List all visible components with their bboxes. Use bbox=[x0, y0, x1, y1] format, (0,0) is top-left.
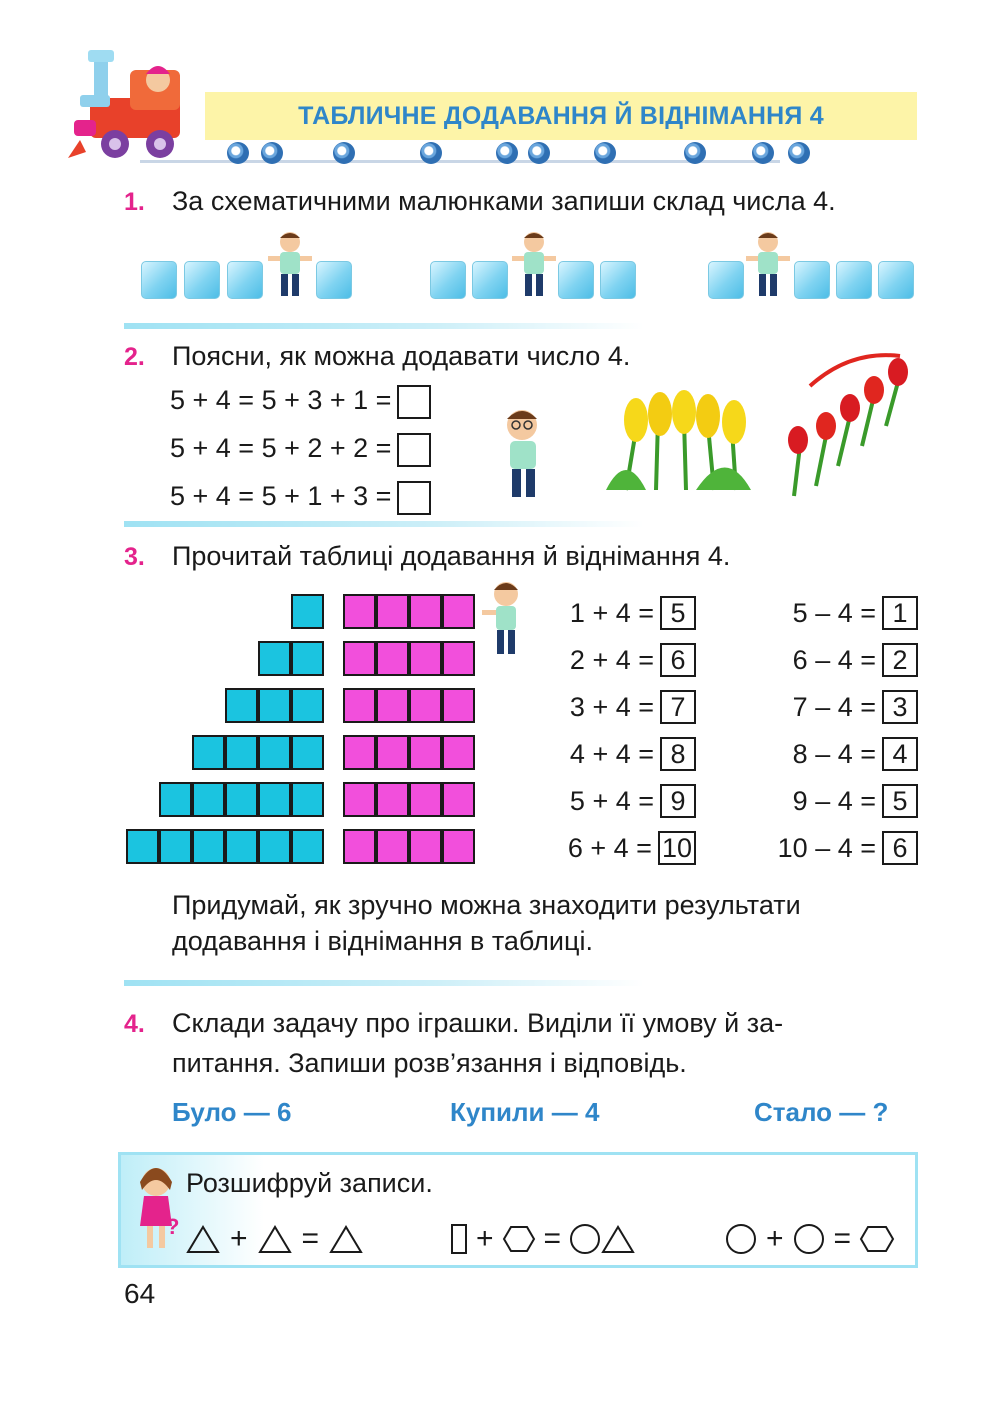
result-box: 1 bbox=[882, 596, 918, 630]
rail-bead bbox=[752, 142, 774, 164]
cyan-square bbox=[192, 735, 225, 770]
ice-cube bbox=[430, 261, 466, 299]
cyan-square bbox=[159, 782, 192, 817]
subtraction-row bbox=[793, 690, 918, 724]
result-box: 6 bbox=[882, 831, 918, 865]
cyan-square bbox=[159, 829, 192, 864]
equation-text: 5 + 4 = 5 + 2 + 2 = bbox=[170, 433, 392, 464]
expression: 6 + 4 = bbox=[567, 833, 652, 863]
expression: 8 – 4 = bbox=[792, 739, 876, 769]
equals-sign: = bbox=[833, 1222, 852, 1255]
answer-box[interactable] bbox=[397, 385, 431, 419]
yellow-tulips-illustration bbox=[596, 390, 756, 494]
ice-cube bbox=[227, 261, 263, 299]
result-box: 4 bbox=[882, 737, 918, 771]
rail-bead bbox=[420, 142, 442, 164]
equals-sign: = bbox=[301, 1222, 320, 1255]
triangle-icon bbox=[186, 1224, 220, 1254]
magenta-square bbox=[409, 594, 442, 629]
cyan-square bbox=[258, 829, 291, 864]
page-number: 64 bbox=[124, 1278, 156, 1309]
subtraction-row bbox=[793, 596, 918, 630]
equation-row bbox=[170, 433, 431, 467]
ice-cube bbox=[794, 261, 830, 299]
boy-illustration bbox=[266, 228, 314, 300]
result-box: 7 bbox=[660, 690, 696, 724]
cyan-square bbox=[291, 641, 324, 676]
answer-box[interactable] bbox=[397, 481, 431, 515]
result-box: 10 bbox=[658, 831, 696, 865]
rectangle-icon bbox=[450, 1223, 468, 1255]
magenta-square bbox=[409, 735, 442, 770]
train-illustration bbox=[60, 40, 210, 170]
expression: 1 + 4 = bbox=[569, 598, 654, 628]
magenta-square bbox=[343, 594, 376, 629]
addition-row bbox=[570, 596, 696, 630]
circle-icon bbox=[792, 1222, 826, 1256]
ice-cube bbox=[316, 261, 352, 299]
result-box: 9 bbox=[660, 784, 696, 818]
cyan-square bbox=[291, 594, 324, 629]
equals-sign: = bbox=[543, 1222, 562, 1255]
subtraction-row bbox=[793, 643, 918, 677]
expression: 7 – 4 = bbox=[792, 692, 876, 722]
task-number: 1. bbox=[124, 188, 145, 216]
result-box: 5 bbox=[660, 596, 696, 630]
ice-cube bbox=[878, 261, 914, 299]
triangle-icon bbox=[258, 1224, 292, 1254]
rail-bead bbox=[594, 142, 616, 164]
addition-row bbox=[570, 690, 696, 724]
subtraction-row bbox=[793, 737, 918, 771]
section-separator bbox=[124, 521, 644, 527]
expression: 4 + 4 = bbox=[569, 739, 654, 769]
rail-bead bbox=[684, 142, 706, 164]
equation-row bbox=[170, 481, 431, 515]
triangle-icon bbox=[329, 1224, 363, 1254]
subtraction-row bbox=[778, 831, 918, 865]
result-box: 2 bbox=[882, 643, 918, 677]
ice-cube bbox=[708, 261, 744, 299]
cyan-square bbox=[291, 782, 324, 817]
rail-bead bbox=[528, 142, 550, 164]
expression: 3 + 4 = bbox=[569, 692, 654, 722]
ice-cube bbox=[472, 261, 508, 299]
magenta-square bbox=[409, 782, 442, 817]
addition-row bbox=[570, 784, 696, 818]
task3-note-line2: додавання і віднімання в таблиці. bbox=[172, 926, 593, 956]
section-separator bbox=[124, 323, 644, 329]
magenta-square bbox=[442, 594, 475, 629]
cyan-square bbox=[291, 735, 324, 770]
page-title: ТАБЛИЧНЕ ДОДАВАННЯ Й ВІДНІМАННЯ 4 bbox=[298, 102, 824, 130]
cyan-square bbox=[258, 688, 291, 723]
magenta-square bbox=[376, 829, 409, 864]
cyan-square bbox=[192, 829, 225, 864]
magenta-square bbox=[442, 688, 475, 723]
magenta-square bbox=[409, 829, 442, 864]
fact-bought: Купили — 4 bbox=[450, 1097, 600, 1127]
cyan-square bbox=[291, 688, 324, 723]
thinking-boy-illustration bbox=[496, 405, 552, 501]
rail-bead bbox=[333, 142, 355, 164]
magenta-square bbox=[442, 829, 475, 864]
cyan-square bbox=[225, 829, 258, 864]
magenta-square bbox=[442, 735, 475, 770]
cyan-square bbox=[258, 641, 291, 676]
magenta-square bbox=[343, 782, 376, 817]
magenta-square bbox=[376, 688, 409, 723]
magenta-square bbox=[442, 641, 475, 676]
result-box: 6 bbox=[660, 643, 696, 677]
result-box: 5 bbox=[882, 784, 918, 818]
circle-icon bbox=[724, 1222, 758, 1256]
addition-row bbox=[570, 737, 696, 771]
task-text: Поясни, як можна додавати число 4. bbox=[172, 341, 631, 371]
cyan-square bbox=[291, 829, 324, 864]
equation-text: 5 + 4 = 5 + 3 + 1 = bbox=[170, 385, 392, 416]
ice-cube bbox=[141, 261, 177, 299]
answer-box[interactable] bbox=[397, 433, 431, 467]
magenta-square bbox=[409, 641, 442, 676]
svg-text:?: ? bbox=[166, 1214, 180, 1239]
magenta-square bbox=[343, 829, 376, 864]
magenta-square bbox=[376, 641, 409, 676]
puzzle-title: Розшифруй записи. bbox=[186, 1168, 433, 1198]
task-number: 2. bbox=[124, 343, 145, 371]
pointing-boy-illustration bbox=[478, 578, 528, 658]
fact-became: Стало — ? bbox=[754, 1097, 889, 1127]
magenta-square bbox=[376, 594, 409, 629]
circle-icon bbox=[569, 1223, 601, 1255]
magenta-square bbox=[376, 735, 409, 770]
magenta-square bbox=[343, 641, 376, 676]
fact-had: Було — 6 bbox=[172, 1097, 292, 1127]
cyan-square bbox=[225, 688, 258, 723]
plus-sign: + bbox=[766, 1222, 784, 1255]
expression: 10 – 4 = bbox=[777, 833, 876, 863]
ice-cube bbox=[600, 261, 636, 299]
hexagon-icon bbox=[859, 1224, 895, 1254]
hexagon-icon bbox=[502, 1224, 536, 1254]
plus-sign: + bbox=[230, 1222, 248, 1255]
magenta-square bbox=[376, 782, 409, 817]
ice-cube bbox=[184, 261, 220, 299]
puzzle-equation-2 bbox=[450, 1222, 635, 1256]
magenta-square bbox=[442, 782, 475, 817]
expression: 2 + 4 = bbox=[569, 645, 654, 675]
plus-sign: + bbox=[476, 1222, 494, 1255]
cyan-square bbox=[258, 782, 291, 817]
ice-cube bbox=[558, 261, 594, 299]
girl-illustration bbox=[130, 1160, 182, 1252]
magenta-square bbox=[343, 688, 376, 723]
puzzle-equation-3 bbox=[724, 1222, 895, 1256]
task4-line2: питання. Запиши розв’язання і відповідь. bbox=[172, 1048, 687, 1078]
boy-illustration bbox=[510, 228, 558, 300]
magenta-square bbox=[343, 735, 376, 770]
task-number: 3. bbox=[124, 543, 145, 571]
ice-cube bbox=[836, 261, 872, 299]
task-number: 4. bbox=[124, 1010, 145, 1038]
rail-bead bbox=[496, 142, 518, 164]
rail-bead bbox=[788, 142, 810, 164]
expression: 9 – 4 = bbox=[792, 786, 876, 816]
cyan-square bbox=[225, 782, 258, 817]
cyan-square bbox=[225, 735, 258, 770]
addition-row bbox=[570, 643, 696, 677]
boy-illustration bbox=[744, 228, 792, 300]
section-separator bbox=[124, 980, 644, 986]
subtraction-row bbox=[793, 784, 918, 818]
expression: 5 + 4 = bbox=[569, 786, 654, 816]
task3-note-line1: Придумай, як зручно можна знаходити результати bbox=[172, 890, 801, 920]
cyan-square bbox=[192, 782, 225, 817]
rail-bead bbox=[261, 142, 283, 164]
puzzle-equation-1 bbox=[186, 1222, 363, 1256]
result-box: 3 bbox=[882, 690, 918, 724]
cyan-square bbox=[126, 829, 159, 864]
task-text: За схематичними малюнками запиши склад числа 4. bbox=[172, 186, 836, 216]
expression: 6 – 4 = bbox=[792, 645, 876, 675]
triangle-icon bbox=[601, 1224, 635, 1254]
red-tulips-illustration bbox=[770, 346, 916, 500]
magenta-square bbox=[409, 688, 442, 723]
task-text: Прочитай таблиці додавання й віднімання 4. bbox=[172, 541, 731, 571]
cyan-square bbox=[258, 735, 291, 770]
result-box: 8 bbox=[660, 737, 696, 771]
addition-row bbox=[568, 831, 696, 865]
equation-text: 5 + 4 = 5 + 1 + 3 = bbox=[170, 481, 392, 512]
task4-line1: Склади задачу про іграшки. Виділи її умову й за- bbox=[172, 1008, 784, 1038]
expression: 5 – 4 = bbox=[792, 598, 876, 628]
rail-bead bbox=[227, 142, 249, 164]
equation-row bbox=[170, 385, 431, 419]
